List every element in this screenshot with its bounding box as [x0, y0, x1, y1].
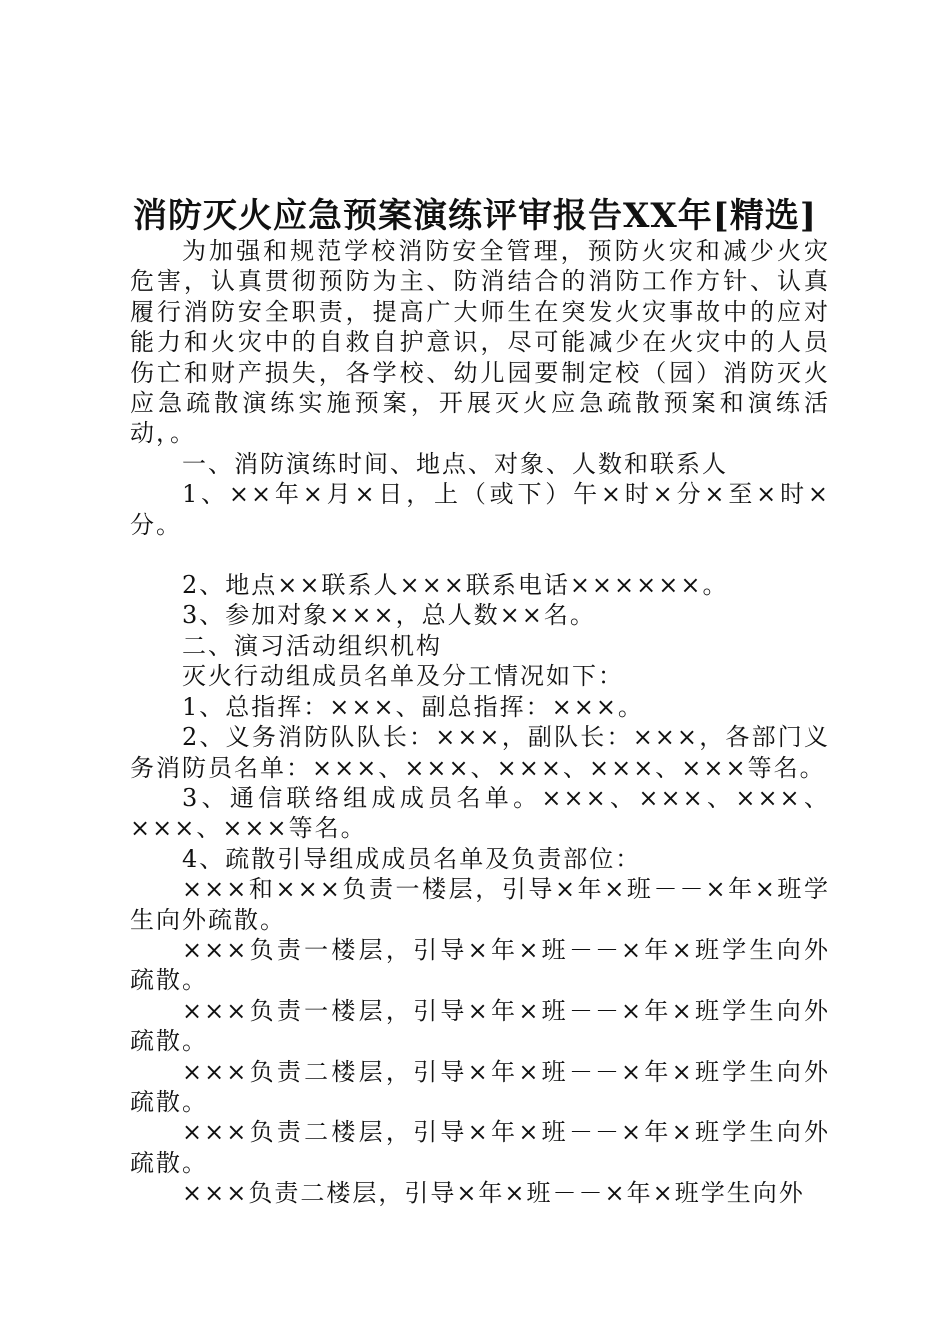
section-heading: 一、消防演练时间、地点、对象、人数和联系人: [182, 449, 728, 478]
paragraph: ×××负责一楼层，引导×年×班－－×年×班学生向外疏散。: [130, 935, 830, 995]
paragraph: 3、参加对象×××，总人数××名。: [182, 601, 596, 630]
section-heading: 二、演习活动组织机构: [182, 631, 442, 660]
paragraph: ×××负责二楼层，引导×年×班－－×年×班学生向外: [182, 1179, 805, 1208]
paragraph: 灭火行动组成员名单及分工情况如下：: [182, 662, 624, 691]
paragraph: ×××负责二楼层，引导×年×班－－×年×班学生向外疏散。: [130, 1118, 830, 1177]
document-title: 消防灭火应急预案演练评审报告XX年[精选]: [133, 196, 817, 236]
paragraph: 3、通信联络组成成员名单。×××、×××、×××、×××、×××等名。: [130, 783, 830, 843]
paragraph: 4、疏散引导组成成员名单及负责部位：: [182, 844, 642, 873]
blank-line: [130, 540, 830, 570]
document-body: [130, 236, 830, 1209]
intro-paragraph: 为加强和规范学校消防安全管理，预防火灾和减少火灾危害，认真贯彻预防为主、防消结合的消防工作方针、认真履行消防安全职责，提高广大师生在突发火灾事故中的应对能力和火灾中的自救自护意识，尽可能减少在火灾中的人员伤亡和财产损失，各学校、幼儿园要制定校（园）消防灭火应急疏散演练实施预案，开展灭火应急疏散预案和演练活动，。: [130, 237, 830, 448]
paragraph: 1、××年×月×日，上（或下）午×时×分×至×时×分。: [130, 480, 830, 539]
paragraph: 1、总指挥：×××、副总指挥：×××。: [182, 692, 644, 721]
paragraph: ×××和×××负责一楼层，引导×年×班－－×年×班学生向外疏散。: [130, 875, 830, 934]
paragraph: ×××负责二楼层，引导×年×班－－×年×班学生向外疏散。: [130, 1057, 830, 1116]
paragraph: ×××负责一楼层，引导×年×班－－×年×班学生向外疏散。: [130, 996, 830, 1056]
paragraph: 2、地点××联系人×××联系电话××××××。: [182, 571, 729, 600]
paragraph: 2、义务消防队队长：×××，副队长：×××，各部门义务消防员名单：×××、×××、×××、×××、×××等名。: [130, 723, 830, 782]
